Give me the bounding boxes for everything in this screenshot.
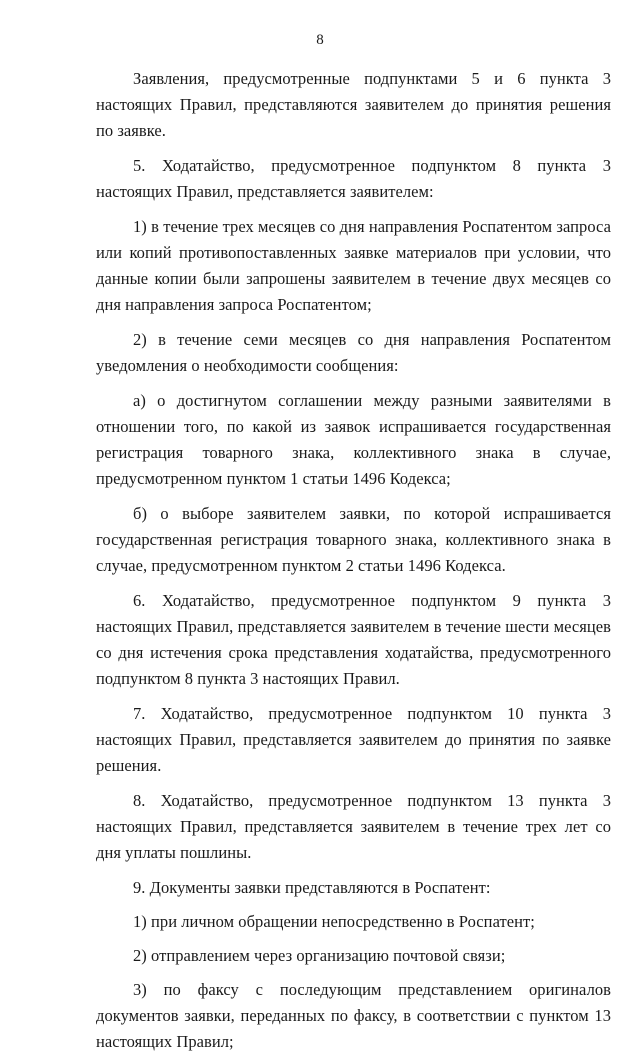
paragraph-5: 5. Ходатайство, предусмотренное подпунктом 8 пункта 3 настоящих Правил, представляется заявителем: <box>96 156 611 201</box>
paragraph-5-sub-2: 2) в течение семи месяцев со дня направления Роспатентом уведомления о необходимости сообщения: <box>96 330 611 375</box>
paragraph-9-sub-3: 3) по факсу с последующим представлением оригиналов документов заявки, переданных по факсу, в соответствии с пунктом 13 настоящих Правил; <box>96 980 611 1051</box>
paragraph-applications: Заявления, предусмотренные подпунктами 5 и 6 пункта 3 настоящих Правил, представляются заявителем до принятия решения по заявке. <box>96 69 611 140</box>
page-number: 8 <box>316 32 324 48</box>
paragraph-9-sub-2: 2) отправлением через организацию почтовой связи; <box>133 946 506 965</box>
paragraph-5-sub-2-b: б) о выборе заявителем заявки, по которой испрашивается государственная регистрация товарного знака, коллективного знака в случае, предусмотренном пунктом 2 статьи 1496 Кодекса. <box>96 504 611 575</box>
paragraph-5-sub-1: 1) в течение трех месяцев со дня направления Роспатентом запроса или копий противопоставленных заявке материалов при условии, что данные копии были запрошены заявителем в течение двух месяцев со дня направления запроса Роспатентом; <box>96 217 611 314</box>
paragraph-9: 9. Документы заявки представляются в Роспатент: <box>133 878 491 897</box>
paragraph-9-sub-1: 1) при личном обращении непосредственно в Роспатент; <box>133 912 535 931</box>
paragraph-7: 7. Ходатайство, предусмотренное подпунктом 10 пункта 3 настоящих Правил, представляется заявителем до принятия по заявке решения. <box>96 704 611 775</box>
document-body <box>96 66 611 1064</box>
paragraph-6: 6. Ходатайство, предусмотренное подпунктом 9 пункта 3 настоящих Правил, представляется заявителем в течение шести месяцев со дня истечения срока представления ходатайства, предусмотренного подпунктом 8 пункта 3 настоящих Правил. <box>96 591 611 688</box>
paragraph-8: 8. Ходатайство, предусмотренное подпунктом 13 пункта 3 настоящих Правил, представляется заявителем в течение трех лет со дня уплаты пошлины. <box>96 791 611 862</box>
paragraph-5-sub-2-a: а) о достигнутом соглашении между разными заявителями в отношении того, по какой из заявок испрашивается государственная регистрация товарного знака, коллективного знака в случае, предусмотренном пунктом 1 статьи 1496 Кодекса; <box>96 391 611 488</box>
